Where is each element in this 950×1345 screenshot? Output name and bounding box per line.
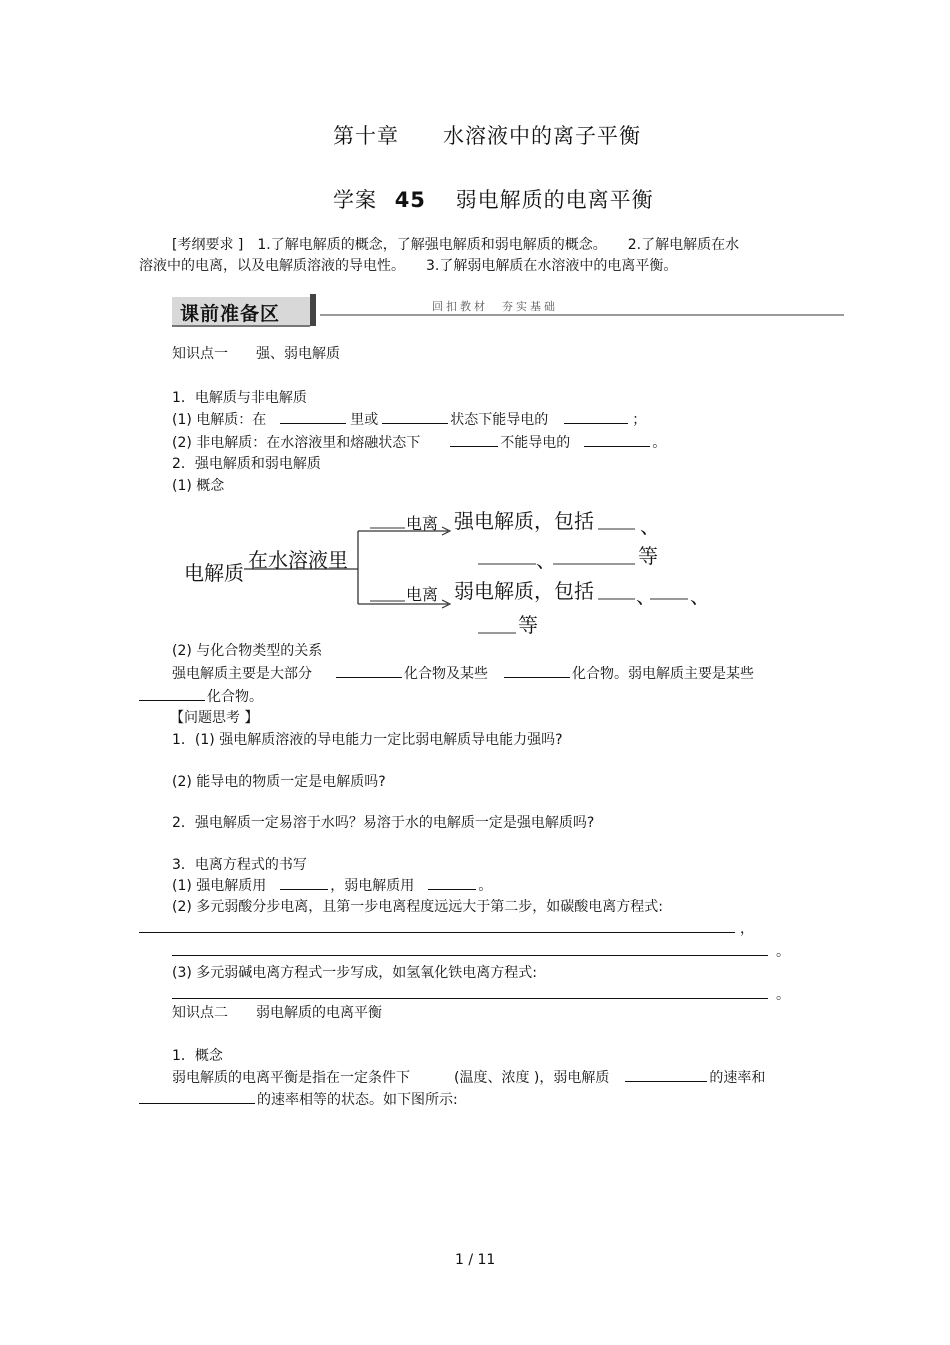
kp2-title: 知识点二 弱电解质的电离平衡 [172,1005,382,1021]
text-segment: 里或 [350,412,379,428]
text-segment: 的速率和 [709,1070,766,1086]
diagram-sep-1: 、 [640,514,660,538]
answer-blank [280,876,328,890]
kp1-s3a [172,876,492,895]
diagram-sep-2: 、 [536,548,556,572]
diagram-root: 电解质 [184,561,244,585]
kp1-s2b: (2) 与化合物类型的关系 [172,643,323,659]
period-2: 。 [776,987,790,1003]
kp1-s3: 3．电离方程式的书写 [172,857,307,873]
kp1-s1: 1．电解质与非电解质 [172,390,307,406]
answer-blank [382,410,448,424]
banner-subtitle: 回扣教材 夯实基础 [432,300,558,313]
text-segment: 的速率相等的状态。如下图所示: [257,1092,458,1108]
diagram-strong: 强电解质，包括 [454,509,594,533]
comma: ， [740,921,754,937]
answer-blank [139,1090,255,1104]
diagram-sep-4: 、 [690,584,710,608]
kp1-s2: 2．强电解质和弱电解质 [172,456,321,472]
answer-line [172,998,768,999]
answer-blank [564,410,628,424]
answer-blank [450,433,498,447]
banner-divider [310,294,316,326]
answer-line [139,932,735,933]
period-1: 。 [776,944,790,960]
classification-diagram [180,496,720,642]
answer-blank [625,1068,707,1082]
diagram-ionize-2: 电离 [406,585,439,604]
page-number: 1 / 11 [455,1252,496,1268]
lesson-number: 45 [394,188,426,212]
text-segment: 弱电解质的电离平衡是指在一定条件下 [172,1070,410,1086]
kp1-s3b: (2) 多元弱酸分步电离，且第一步电离程度远远大于第二步，如碳酸电离方程式: [172,899,663,915]
text-segment: 。 [652,435,667,451]
banner-title: 课前准备区 [180,303,281,325]
kp1-s3c: (3) 多元弱碱电离方程式一步写成，如氢氧化铁电离方程式: [172,965,537,981]
lesson-name: 弱电解质的电离平衡 [455,188,654,212]
text-segment: (温度、浓度 )，弱电解质 [454,1070,610,1086]
answer-blank [336,664,402,678]
text-segment: (1) 电解质：在 [172,412,267,428]
diagram-sep-3: 、 [636,584,656,608]
kp1-s1a [172,410,646,429]
answer-blank [139,687,205,701]
diagram-etc-1: 等 [638,544,658,568]
section-banner [172,294,844,328]
text-segment: ； [632,412,647,428]
kp2-line-1 [172,1068,765,1087]
question-1b: (2) 能导电的物质一定是电解质吗? [172,774,386,790]
answer-blank [428,876,476,890]
kp2-s1: 1．概念 [172,1048,223,1064]
answer-line [172,955,768,956]
text-segment: ，弱电解质用 [330,878,415,894]
diagram-ionize-1: 电离 [406,514,439,533]
kp1-s2b-line-2 [139,687,263,706]
text-segment: 状态下能导电的 [450,412,549,428]
text-segment: 化合物及某些 [404,666,488,682]
text-segment: 。 [478,878,493,894]
text-segment: 化合物。弱电解质主要是某些 [572,666,754,682]
lesson-prefix: 学案 [333,188,377,212]
diagram-branch: 在水溶液里 [248,548,348,572]
text-segment: 强电解质主要是大部分 [172,666,312,682]
diagram-weak: 弱电解质，包括 [454,579,594,603]
think-label: 【问题思考 】 [170,710,259,726]
lesson-title [333,184,654,214]
text-segment: (2) 非电解质：在水溶液里和熔融状态下 [172,435,421,451]
question-1a: 1．(1) 强电解质溶液的导电能力一定比弱电解质导电能力强吗? [172,732,563,748]
question-2: 2．强电解质一定易溶于水吗？易溶于水的电解质一定是强电解质吗? [172,815,595,831]
diagram-etc-2: 等 [518,613,538,637]
kp1-s2b-line-1 [172,664,754,683]
requirements-line-2: 溶液中的电离，以及电解质溶液的导电性。 3.了解弱电解质在水溶液中的电离平衡。 [139,258,678,274]
requirements-line-1: [考纲要求 ] 1.了解电解质的概念，了解强电解质和弱电解质的概念。 2.了解电解质在水 [172,237,740,253]
answer-blank [280,410,346,424]
text-segment: 化合物。 [207,689,263,705]
kp2-line-2 [139,1090,458,1109]
answer-blank [584,433,650,447]
kp1-s2a: (1) 概念 [172,478,225,494]
kp1-s1b [172,433,666,452]
kp1-title: 知识点一 强、弱电解质 [172,346,340,362]
banner-rule [320,314,844,316]
chapter-title: 第十章 水溶液中的离子平衡 [333,124,641,148]
answer-blank [504,664,570,678]
text-segment: (1) 强电解质用 [172,878,267,894]
text-segment: 不能导电的 [500,435,571,451]
